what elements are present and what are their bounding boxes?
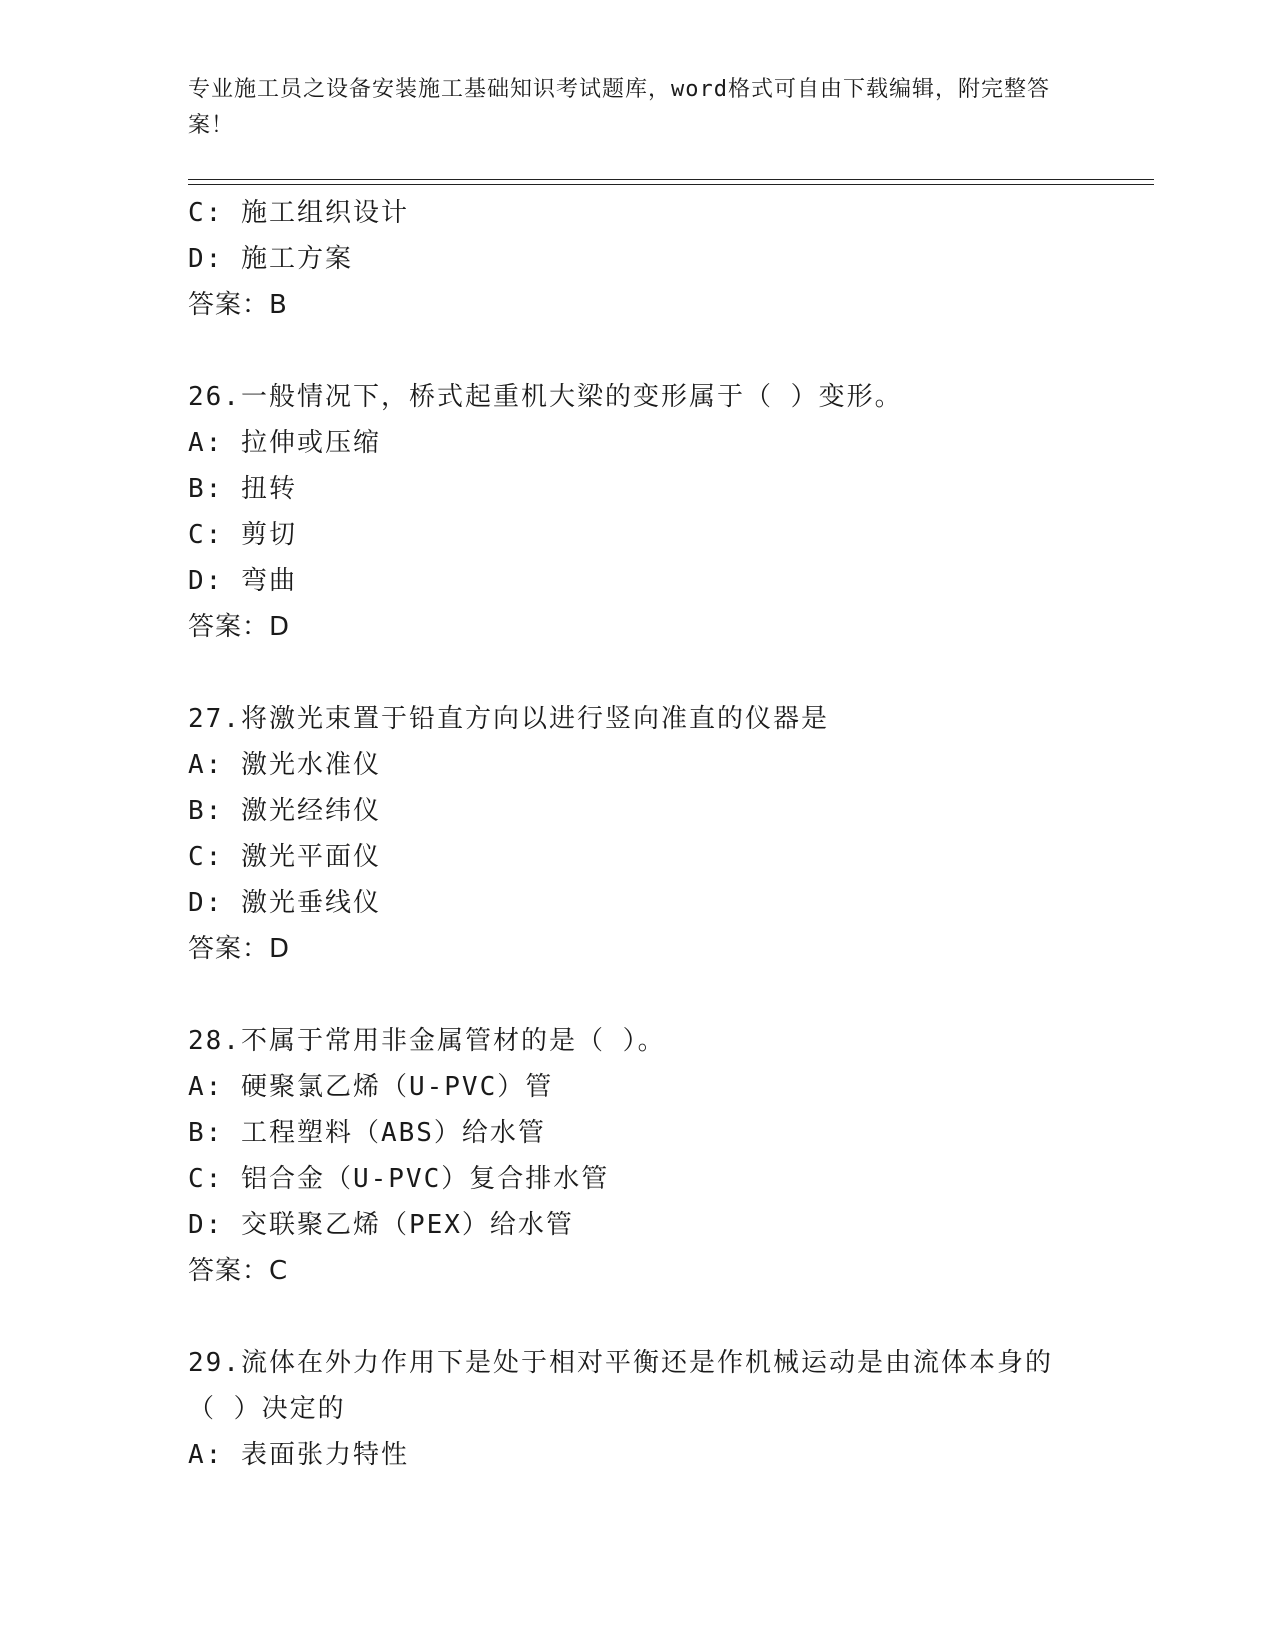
- option-letter: A:: [188, 428, 224, 458]
- answer-line: 答案：D: [188, 934, 291, 964]
- option-text: 激光经纬仪: [240, 796, 381, 826]
- spacer: [188, 650, 1128, 696]
- option-d: [188, 1202, 1128, 1248]
- option-text: 施工组织设计: [240, 198, 409, 228]
- option-letter: A:: [188, 750, 224, 780]
- option-text: 交联聚乙烯（PEX）给水管: [240, 1210, 574, 1240]
- option-letter: C:: [188, 198, 224, 228]
- option-letter: D:: [188, 244, 224, 274]
- option-c: [188, 512, 1128, 558]
- option-letter: C:: [188, 1164, 224, 1194]
- option-letter: C:: [188, 842, 224, 872]
- spacer: [188, 1294, 1128, 1340]
- option-letter: C:: [188, 520, 224, 550]
- option-text: 激光垂线仪: [240, 888, 381, 918]
- option-a: [188, 1432, 1128, 1478]
- option-text: 弯曲: [240, 566, 297, 596]
- option-b: [188, 788, 1128, 834]
- spacer: [188, 972, 1128, 1018]
- option-d: [188, 558, 1128, 604]
- header-divider-top: [188, 179, 1154, 180]
- option-letter: B:: [188, 1118, 224, 1148]
- option-text: 拉伸或压缩: [240, 428, 381, 458]
- option-a: [188, 1064, 1128, 1110]
- option-c: [188, 1156, 1128, 1202]
- option-b: [188, 466, 1128, 512]
- option-a: [188, 420, 1128, 466]
- option-letter: D:: [188, 566, 224, 596]
- option-letter: B:: [188, 474, 224, 504]
- option-c: [188, 190, 1128, 236]
- answer-line: 答案：B: [188, 290, 288, 320]
- option-letter: A:: [188, 1440, 224, 1470]
- spacer: [188, 328, 1128, 374]
- option-letter: D:: [188, 1210, 224, 1240]
- option-letter: A:: [188, 1072, 224, 1102]
- option-a: [188, 742, 1128, 788]
- option-text: 施工方案: [240, 244, 353, 274]
- option-letter: D:: [188, 888, 224, 918]
- option-text: 硬聚氯乙烯（U-PVC）管: [240, 1072, 554, 1102]
- answer-line: 答案：D: [188, 612, 291, 642]
- option-text: 剪切: [240, 520, 297, 550]
- header-divider-bottom: [188, 184, 1154, 185]
- question-stem: 28.不属于常用非金属管材的是（ ）。: [188, 1026, 666, 1056]
- option-text: 工程塑料（ABS）给水管: [240, 1118, 546, 1148]
- question-stem: 27.将激光束置于铅直方向以进行竖向准直的仪器是: [188, 704, 829, 734]
- option-text: 激光水准仪: [240, 750, 381, 780]
- option-text: 激光平面仪: [240, 842, 381, 872]
- option-letter: B:: [188, 796, 224, 826]
- question-stem: 26.一般情况下，桥式起重机大梁的变形属于（ ）变形。: [188, 382, 903, 412]
- answer-line: 答案：C: [188, 1256, 289, 1286]
- question-stem-continuation: （ ）决定的: [188, 1394, 346, 1424]
- option-b: [188, 1110, 1128, 1156]
- question-list: [188, 190, 1128, 1478]
- document-header-title: 专业施工员之设备安装施工基础知识考试题库，word格式可自由下载编辑，附完整答案！: [188, 77, 1050, 138]
- option-d: [188, 880, 1128, 926]
- option-text: 铝合金（U-PVC）复合排水管: [240, 1164, 610, 1194]
- option-text: 扭转: [240, 474, 297, 504]
- option-c: [188, 834, 1128, 880]
- option-text: 表面张力特性: [240, 1440, 409, 1470]
- option-d: [188, 236, 1128, 282]
- question-stem: 29.流体在外力作用下是处于相对平衡还是作机械运动是由流体本身的: [188, 1348, 1053, 1378]
